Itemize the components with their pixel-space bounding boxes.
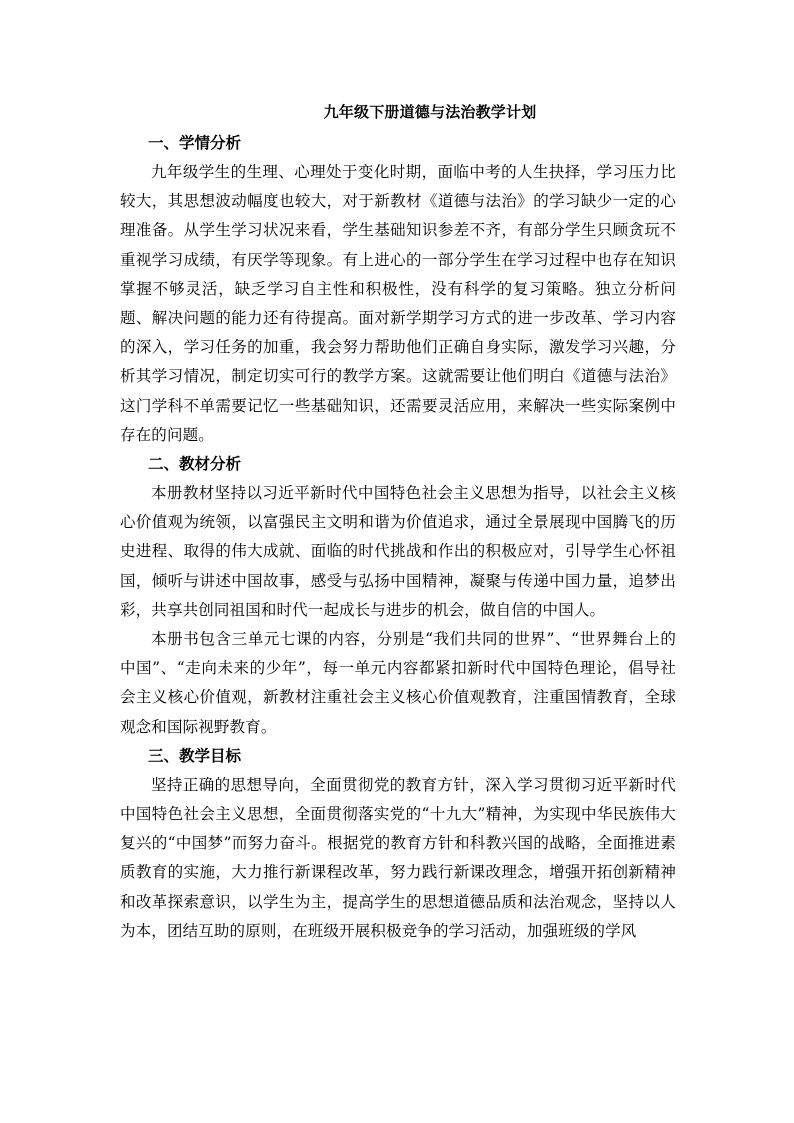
section-paragraph: 九年级学生的生理、心理处于变化时期，面临中考的人生抉择，学习压力比较大，其思想波动幅度也较大，对于新教材《道德与法治》的学习缺少一定的心理准备。从学生学习状况来看，学生基础知识参差不齐，有部分学生只顾贪玩不重视学习成绩，有厌学等现象。有上进心的一部分学生在学习过程中也存在知识掌握不够灵活，缺乏学习自主性和积极性，没有科学的复习策略。独立分析问题、解决问题的能力还有待提高。面对新学期学习方式的进一步改革、学习内容的深入，学习任务的加重，我会努力帮助他们正确自身实际，激发学习兴趣，分析其学习情况，制定切实可行的教学方案。这就需要让他们明白《道德与法治》这门学科不单需要记忆一些基础知识，还需要灵活应用，来解决一些实际案例中存在的问题。 [120,163,676,444]
section-learning-analysis [120,129,676,450]
document-title: 九年级下册道德与法治教学计划 [323,103,537,121]
section-paragraph: 坚持正确的思想导向，全面贯彻党的教育方针，深入学习贯彻习近平新时代中国特色社会主义思想，全面贯彻落实党的“十九大”精神，为实现中华民族伟大复兴的“中国梦”而努力奋斗。根据党的教育方针和科教兴国的战略，全面推进素质教育的实施，大力推行新课程改革，努力践行新课改理念，增强开拓创新精神和改革探索意识，以学生为主，提高学生的思想道德品质和法治观念，坚持以人为本，团结互助的原则，在班级开展积极竞争的学习活动，加强班级的学风 [120,775,676,940]
document-body [120,100,676,946]
section-paragraph: 本册书包含三单元七课的内容，分别是“我们共同的世界”、“世界舞台上的中国”、“走向未来的少年”，每一单元内容都紧扣新时代中国特色理论，倡导社会主义核心价值观，新教材注重社会主义核心价值观教育，注重国情教育，全球观念和国际视野教育。 [120,630,676,736]
section-heading: 二、教材分析 [148,455,242,474]
section-heading: 一、学情分析 [148,134,242,152]
section-paragraph: 本册教材坚持以习近平新时代中国特色社会主义思想为指导，以社会主义核心价值观为统领，以富强民主文明和谐为价值追求，通过全景展现中国腾飞的历史进程、取得的伟大成就、面临的时代挑战和作出的积极应对，引导学生心怀祖国，倾听与讲述中国故事，感受与弘扬中国精神，凝聚与传递中国力量，追梦出彩，共享共创同祖国和时代一起成长与进步的机会，做自信的中国人。 [120,484,676,619]
section-teaching-goals [120,742,676,946]
section-textbook-analysis [120,450,676,742]
section-heading: 三、教学目标 [148,746,242,765]
